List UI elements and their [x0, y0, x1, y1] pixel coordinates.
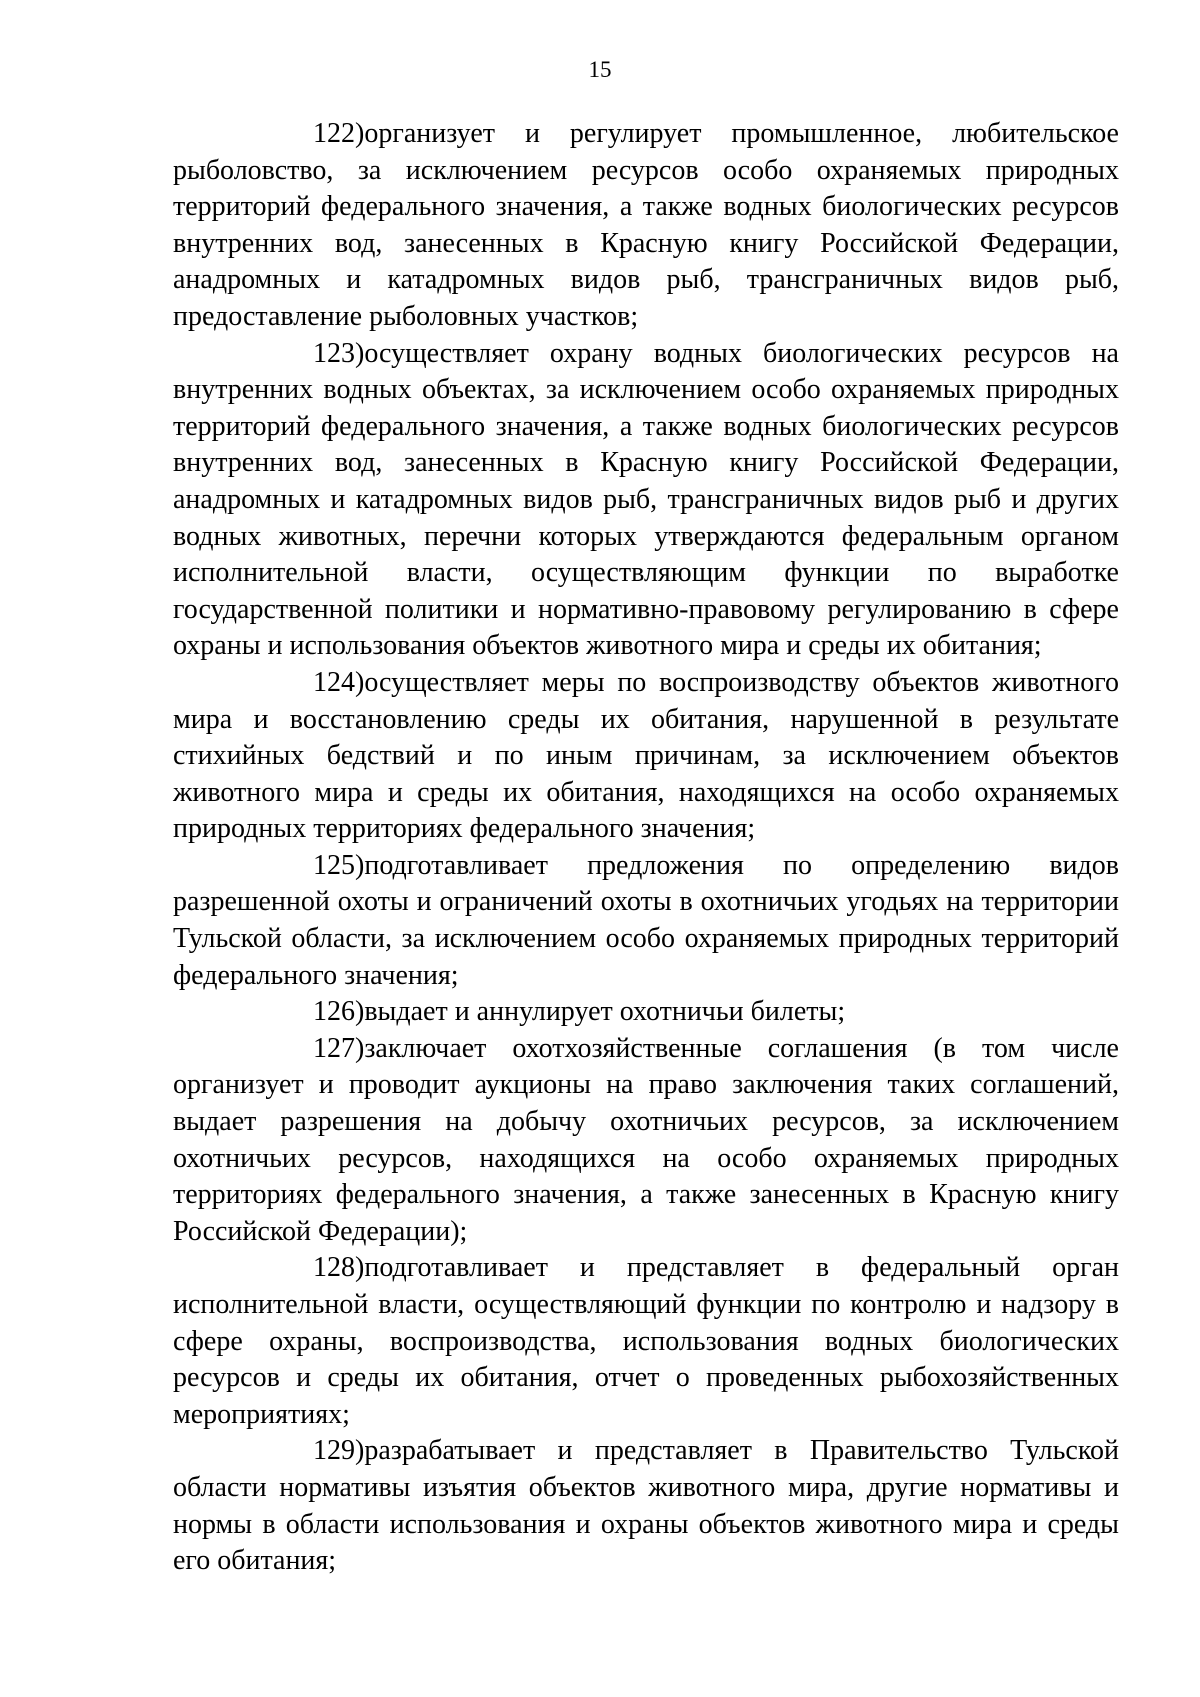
list-item-124: [173, 665, 1119, 848]
list-item-126: [173, 994, 1119, 1031]
item-text: подготавливает и представляет в федеральный орган исполнительной власти, осуществляющий функции по контролю и надзору в сфере охраны, воспроизводства, использования водных биологических ресурсов и среды их обитания, отчет о проведенных рыбохозяйственных мероприятиях;: [173, 1252, 1119, 1430]
list-item-127: [173, 1031, 1119, 1251]
page-number: 15: [588, 57, 612, 82]
item-number: 124): [313, 666, 365, 698]
list-item-122: [173, 116, 1119, 336]
item-text: осуществляет охрану водных биологических ресурсов на внутренних водных объектах, за исключением особо охраняемых природных территорий федерального значения, а также водных биологических ресурсов внутренних вод, занесенных в Красную книгу Российской Федерации, анадромных и катадромных видов рыб, трансграничных видов рыб и других водных животных, перечни которых утверждаются федеральным органом исполнительной власти, осуществляющим функции по выработке государственной политики и нормативно-правовому регулированию в сфере охраны и использования объектов животного мира и среды их обитания;: [173, 337, 1119, 662]
item-text: заключает охотхозяйственные соглашения (в том числе организует и проводит аукционы на право заключения таких соглашений, выдает разрешения на добычу охотничьих ресурсов, за исключением охотничьих ресурсов, находящихся на особо охраняемых природных территориях федерального значения, а также занесенных в Красную книгу Российской Федерации);: [173, 1032, 1119, 1247]
item-text: осуществляет меры по воспроизводству объектов животного мира и восстановлению среды их обитания, нарушенной в результате стихийных бедствий и по иным причинам, за исключением объектов животного мира и среды их обитания, находящихся на особо охраняемых природных территориях федерального значения;: [173, 666, 1119, 845]
item-number: 127): [313, 1032, 365, 1064]
item-text: разрабатывает и представляет в Правительство Тульской области нормативы изъятия объектов животного мира, другие нормативы и нормы в области использования и охраны объектов животного мира и среды его обитания;: [173, 1435, 1119, 1577]
item-number: 129): [313, 1435, 365, 1467]
item-text: подготавливает предложения по определению видов разрешенной охоты и ограничений охоты в охотничьих угодьях на территории Тульской области, за исключением особо охраняемых природных территорий федерального значения;: [173, 849, 1119, 991]
list-item-129: [173, 1433, 1119, 1579]
list-item-128: [173, 1250, 1119, 1433]
document-body: [173, 116, 1119, 1580]
item-number: 126): [313, 996, 365, 1028]
item-text: организует и регулирует промышленное, любительское рыболовство, за исключением ресурсов особо охраняемых природных территорий федерального значения, а также водных биологических ресурсов внутренних вод, занесенных в Красную книгу Российской Федерации, анадромных и катадромных видов рыб, трансграничных видов рыб, предоставление рыболовных участков;: [173, 118, 1119, 332]
item-number: 122): [313, 118, 365, 149]
item-number: 123): [313, 337, 365, 369]
list-item-125: [173, 848, 1119, 994]
item-number: 128): [313, 1252, 365, 1284]
item-text: выдает и аннулирует охотничьи билеты;: [364, 996, 846, 1028]
list-item-123: [173, 336, 1119, 665]
item-number: 125): [313, 849, 365, 881]
